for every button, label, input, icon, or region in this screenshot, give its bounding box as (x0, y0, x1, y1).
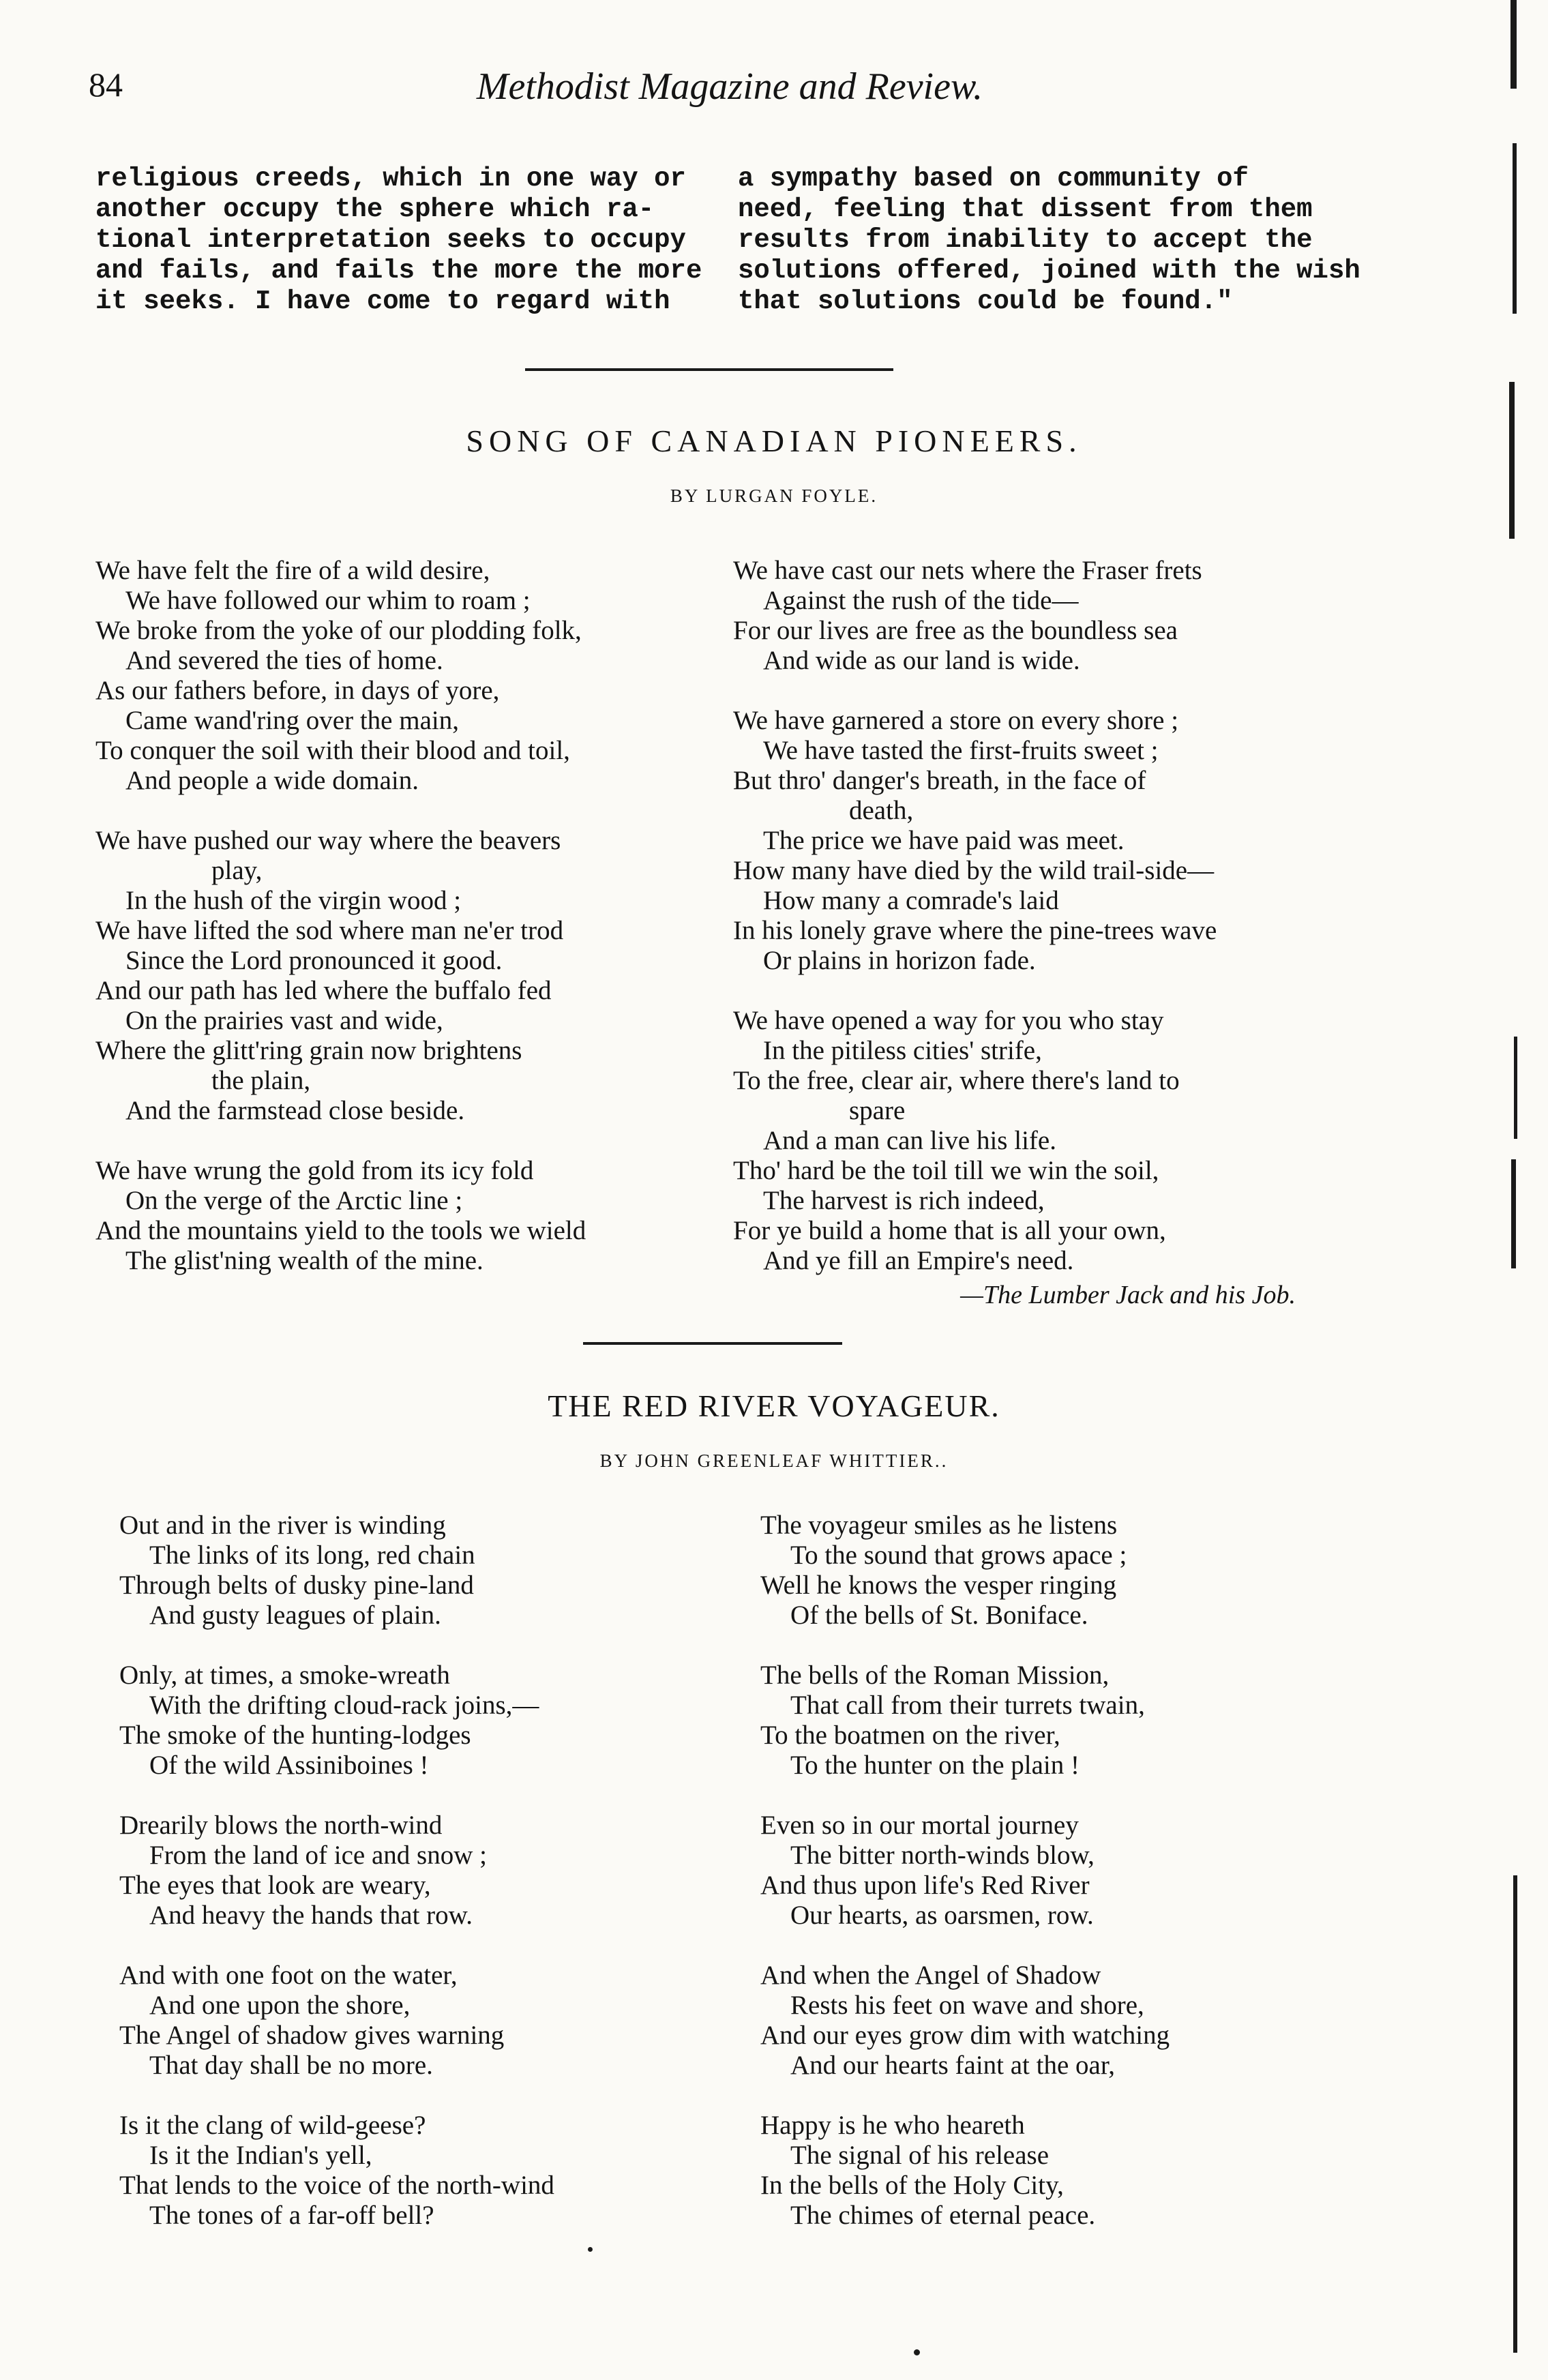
poem-line: And wide as our land is wide. (763, 646, 1080, 675)
poem-line: Through belts of dusky pine-land (119, 1571, 474, 1600)
stanza (95, 1156, 736, 1276)
prose-column-left (95, 164, 702, 317)
poem-line: We have cast our nets where the Fraser frets (733, 556, 1202, 585)
poem-line: In the hush of the virgin wood ; (125, 886, 462, 915)
poem-line: The harvest is rich indeed, (763, 1186, 1045, 1215)
poem-line: death, (849, 796, 914, 825)
stanza (760, 1811, 1408, 1931)
poem-line: And heavy the hands that row. (149, 1901, 473, 1930)
journal-title: Methodist Magazine and Review. (476, 65, 983, 108)
poem-title: SONG OF CANADIAN PIONEERS. (466, 423, 1082, 458)
scan-edge-mark (1513, 143, 1517, 314)
stanza (119, 1961, 733, 2081)
poem-line: And our eyes grow dim with watching (760, 2021, 1170, 2050)
poem-line: To the boatmen on the river, (760, 1721, 1060, 1750)
scan-edge-mark (1510, 0, 1517, 89)
poem-line: We have lifted the sod where man ne'er trod (95, 916, 564, 945)
poem-line: The links of its long, red chain (149, 1541, 475, 1570)
poem-line: Well he knows the vesper ringing (760, 1571, 1117, 1600)
stanza (119, 2111, 733, 2231)
poem1-column-right (733, 556, 1415, 1276)
poem-line: And thus upon life's Red River (760, 1871, 1090, 1900)
poem-line: The signal of his release (790, 2141, 1050, 2170)
stanza (760, 1511, 1408, 1631)
prose-line: solutions offered, joined with the wish (738, 256, 1360, 286)
poem-line: And with one foot on the water, (119, 1961, 458, 1990)
poem-line: As our fathers before, in days of yore, (95, 676, 500, 705)
prose-line: and fails, and fails the more the more (95, 256, 702, 286)
prose-line: a sympathy based on community of (738, 164, 1249, 194)
poem-line: The glist'ning wealth of the mine. (125, 1246, 483, 1275)
poem-line: From the land of ice and snow ; (149, 1841, 487, 1870)
poem-line: We have opened a way for you who stay (733, 1006, 1164, 1035)
stanza (760, 1661, 1408, 1781)
poem-title: THE RED RIVER VOYAGEUR. (548, 1388, 1000, 1423)
poem-line: How many have died by the wild trail-side— (733, 856, 1215, 885)
prose-column-right (738, 164, 1360, 317)
stanza (95, 826, 736, 1126)
poem-line: And one upon the shore, (149, 1991, 411, 2020)
poem-line: For ye build a home that is all your own, (733, 1216, 1166, 1245)
poem-line: Drearily blows the north-wind (119, 1811, 443, 1840)
poem-line: And gusty leagues of plain. (149, 1601, 441, 1630)
stanza (119, 1811, 733, 1931)
poem-source: —The Lumber Jack and his Job. (960, 1281, 1296, 1309)
stanza (119, 1511, 733, 1631)
stanza (95, 556, 736, 796)
poem-line: The chimes of eternal peace. (790, 2201, 1096, 2230)
poem-line: Rests his feet on wave and shore, (790, 1991, 1144, 2020)
section-divider (583, 1342, 842, 1345)
poem-line: Is it the clang of wild-geese? (119, 2111, 426, 2140)
running-header (89, 65, 1371, 113)
scan-edge-mark (1513, 1875, 1517, 2353)
poem-line: The bitter north-winds blow, (790, 1841, 1095, 1870)
poem-line: But thro' danger's breath, in the face of (733, 766, 1146, 795)
poem-line: We have wrung the gold from its icy fold (95, 1156, 534, 1185)
poem-line: Out and in the river is winding (119, 1511, 446, 1540)
stray-dot (914, 2349, 920, 2355)
stanza (119, 1661, 733, 1781)
poem-line: That lends to the voice of the north-wind (119, 2171, 554, 2200)
poem-line: That day shall be no more. (149, 2051, 433, 2080)
poem-line: In his lonely grave where the pine-trees wave (733, 916, 1217, 945)
poem-line: Came wand'ring over the main, (125, 706, 459, 735)
poem-line: We have followed our whim to roam ; (125, 586, 531, 615)
section-divider (525, 368, 893, 371)
stanza (760, 1961, 1408, 2081)
poem-line: We have tasted the first-fruits sweet ; (763, 736, 1159, 765)
poem-line: spare (849, 1096, 906, 1125)
poem2-column-right (760, 1511, 1408, 2231)
page-number: 84 (89, 65, 123, 104)
poem-line: To the sound that grows apace ; (790, 1541, 1127, 1570)
poem-line: The eyes that look are weary, (119, 1871, 431, 1900)
prose-line: tional interpretation seeks to occupy (95, 225, 686, 255)
poem-line: The bells of the Roman Mission, (760, 1661, 1110, 1690)
prose-line: that solutions could be found." (738, 286, 1233, 316)
poem-line: Since the Lord pronounced it good. (125, 946, 503, 975)
poem-line: To the free, clear air, where there's land to (733, 1066, 1180, 1095)
poem1-column-left (95, 556, 736, 1276)
poem-line: For our lives are free as the boundless sea (733, 616, 1178, 645)
poem-line: And our path has led where the buffalo fed (95, 976, 552, 1005)
poem-line: Tho' hard be the toil till we win the soil, (733, 1156, 1159, 1185)
poem-line: And the farmstead close beside. (125, 1096, 465, 1125)
poem-line: And when the Angel of Shadow (760, 1961, 1101, 1990)
prose-line: another occupy the sphere which ra- (95, 194, 655, 224)
poem-line: Even so in our mortal journey (760, 1811, 1079, 1840)
poem-line: Of the wild Assiniboines ! (149, 1751, 429, 1780)
poem-line: Or plains in horizon fade. (763, 946, 1036, 975)
prose-line: religious creeds, which in one way or (95, 164, 686, 194)
poem-line: The voyageur smiles as he listens (760, 1511, 1118, 1540)
poem-line: And the mountains yield to the tools we wield (95, 1216, 586, 1245)
prose-line: need, feeling that dissent from them (738, 194, 1313, 224)
poem-line: Where the glitt'ring grain now brightens (95, 1036, 522, 1065)
poem-line: How many a comrade's laid (763, 886, 1059, 915)
scan-edge-mark (1509, 382, 1515, 539)
poem-line: In the bells of the Holy City, (760, 2171, 1064, 2200)
poem-line: And our hearts faint at the oar, (790, 2051, 1116, 2080)
poem-line: To conquer the soil with their blood and toil, (95, 736, 570, 765)
poem-line: That call from their turrets twain, (790, 1691, 1145, 1720)
poem-line: And a man can live his life. (763, 1126, 1056, 1155)
poem-byline: BY JOHN GREENLEAF WHITTIER.. (599, 1451, 949, 1471)
stray-dot (588, 2247, 593, 2252)
poem-line: play, (211, 856, 263, 885)
poem-line: And people a wide domain. (125, 766, 419, 795)
poem-line: We have felt the fire of a wild desire, (95, 556, 490, 585)
stanza (733, 556, 1415, 676)
prose-line: it seeks. I have come to regard with (95, 286, 670, 316)
stanza (733, 1006, 1415, 1276)
poem-line: In the pitiless cities' strife, (763, 1036, 1042, 1065)
poem-line: With the drifting cloud-rack joins,— (149, 1691, 539, 1720)
poem-line: Is it the Indian's yell, (149, 2141, 372, 2170)
poem-line: We have pushed our way where the beavers (95, 826, 561, 855)
poem-line: To the hunter on the plain ! (790, 1751, 1080, 1780)
poem-line: We broke from the yoke of our plodding folk, (95, 616, 582, 645)
poem-line: Our hearts, as oarsmen, row. (790, 1901, 1094, 1930)
poem-line: Against the rush of the tide— (763, 586, 1079, 615)
poem-line: Of the bells of St. Boniface. (790, 1601, 1088, 1630)
scan-edge-mark (1514, 1037, 1517, 1139)
stanza (733, 706, 1415, 976)
poem-byline: BY LURGAN FOYLE. (670, 486, 878, 506)
poem-line: And severed the ties of home. (125, 646, 443, 675)
poem-line: the plain, (211, 1066, 311, 1095)
poem-line: The smoke of the hunting-lodges (119, 1721, 471, 1750)
poem2-column-left (119, 1511, 733, 2231)
poem-line: We have garnered a store on every shore ; (733, 706, 1179, 735)
scan-edge-mark (1511, 1159, 1516, 1268)
poem-line: On the verge of the Arctic line ; (125, 1186, 463, 1215)
poem-line: The Angel of shadow gives warning (119, 2021, 505, 2050)
poem-line: Happy is he who heareth (760, 2111, 1025, 2140)
poem-line: On the prairies vast and wide, (125, 1006, 443, 1035)
poem-line: And ye fill an Empire's need. (763, 1246, 1074, 1275)
poem-line: Only, at times, a smoke-wreath (119, 1661, 450, 1690)
poem-line: The tones of a far-off bell? (149, 2201, 434, 2230)
stanza (760, 2111, 1408, 2231)
prose-line: results from inability to accept the (738, 225, 1313, 255)
poem-line: The price we have paid was meet. (763, 826, 1125, 855)
